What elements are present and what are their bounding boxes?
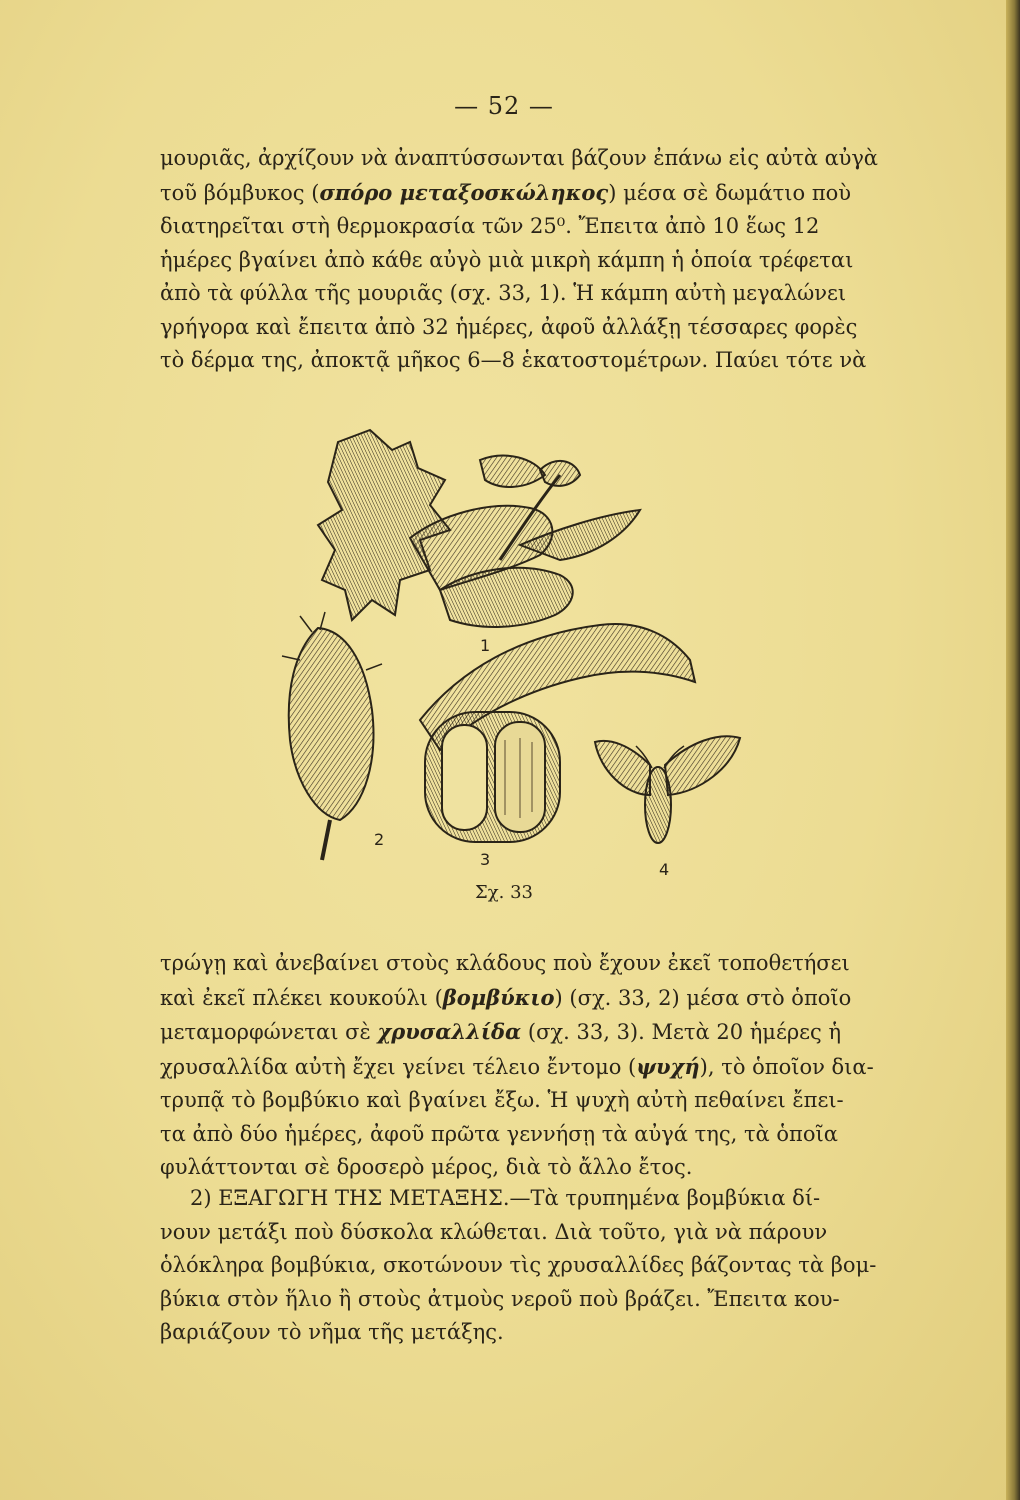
text-line: τὸ δέρμα της, ἀποκτᾷ μῆκος 6—8 ἑκατοστομέτρων. Παύει τότε νὰ — [160, 348, 867, 372]
text-line: καὶ ἐκεῖ πλέκει κουκούλι (βομβύκιο) (σχ. 33, 2) μέσα στὸ ὁποῖο — [160, 984, 852, 1010]
text-line: ἀπὸ τὰ φύλλα τῆς μουριᾶς (σχ. 33, 1). Ἡ κάμπη αὐτὴ μεγαλώνει — [160, 281, 847, 305]
emphasized-term: χρυσαλλίδα — [377, 1019, 522, 1044]
emphasized-term: βομβύκιο — [442, 984, 555, 1010]
chrysalis-drawing — [425, 712, 560, 842]
text-line: ὁλόκληρα βομβύκια, σκοτώνουν τὶς χρυσαλλίδες βάζοντας τὰ βομ- — [160, 1253, 877, 1277]
text-line: μουριᾶς, ἀρχίζουν νὰ ἀναπτύσσωνται βάζουν ἐπάνω εἰς αὐτὰ αὐγὰ — [160, 146, 878, 170]
figure-label-3: 3 — [480, 850, 491, 869]
figure-label-4: 4 — [659, 860, 670, 879]
figure-33 — [0, 420, 1008, 920]
text-line: τοῦ βόμβυκος (σπόρο μεταξοσκώληκος) μέσα σὲ δωμάτιο ποὺ — [160, 179, 852, 205]
figure-label-2: 2 — [374, 830, 385, 849]
text-line: βαριάζουν τὸ νῆμα τῆς μετάξης. — [160, 1320, 504, 1344]
emphasized-term: σπόρο μεταξοσκώληκος — [319, 179, 609, 205]
caterpillar-on-branch-drawing — [318, 430, 695, 750]
text-line: τρυπᾷ τὸ βομβύκιο καὶ βγαίνει ἔξω. Ἡ ψυχὴ αὐτὴ πεθαίνει ἔπει- — [160, 1088, 844, 1112]
text-line: βύκια στὸν ἥλιο ἢ στοὺς ἀτμοὺς νεροῦ ποὺ βράζει. Ἔπειτα κου- — [160, 1286, 840, 1311]
text-line: χρυσαλλίδα αὐτὴ ἔχει γείνει τέλειο ἔντομο (ψυχή), τὸ ὁποῖον δια- — [160, 1053, 874, 1079]
cocoon-drawing — [282, 612, 385, 860]
silkworm-illustration — [0, 420, 1008, 920]
paragraph-2 — [160, 947, 878, 1185]
section-heading-line: 2) ΕΞΑΓΩΓΗ ΤΗΣ ΜΕΤΑΞΗΣ.—Τὰ τρυπημένα βομβύκια δί- — [190, 1186, 821, 1210]
moth-drawing — [595, 736, 740, 843]
page-number: — 52 — — [454, 92, 554, 120]
binding-edge — [1006, 0, 1020, 1500]
text-line: τρώγῃ καὶ ἀνεβαίνει στοὺς κλάδους ποὺ ἔχουν ἐκεῖ τοποθετήσει — [160, 951, 850, 975]
paragraph-1 — [160, 142, 878, 378]
text-line: διατηρεῖται στὴ θερμοκρασία τῶν 25⁰. Ἔπειτα ἀπὸ 10 ἕως 12 — [160, 214, 820, 238]
figure-caption: Σχ. 33 — [475, 882, 533, 903]
text-line: γρήγορα καὶ ἔπειτα ἀπὸ 32 ἡμέρες, ἀφοῦ ἀλλάξῃ τέσσαρες φορὲς — [160, 314, 858, 339]
emphasized-term: ψυχή — [636, 1053, 700, 1079]
text-line: νουν μετάξι ποὺ δύσκολα κλώθεται. Διὰ τοῦτο, γιὰ νὰ πάρουν — [160, 1219, 828, 1244]
text-line: μεταμορφώνεται σὲ χρυσαλλίδα (σχ. 33, 3). Μετὰ 20 ἡμέρες ἡ — [160, 1019, 842, 1044]
figure-label-1: 1 — [480, 636, 491, 655]
paragraph-3 — [160, 1182, 878, 1350]
text-line: ἡμέρες βγαίνει ἀπὸ κάθε αὐγὸ μιὰ μικρὴ κάμπη ἡ ὁποία τρέφεται — [160, 247, 854, 272]
text-line: τα ἀπὸ δύο ἡμέρες, ἀφοῦ πρῶτα γεννήσῃ τὰ αὐγά της, τὰ ὁποῖα — [160, 1121, 838, 1146]
text-line: φυλάττονται σὲ δροσερὸ μέρος, διὰ τὸ ἄλλο ἔτος. — [160, 1155, 693, 1179]
